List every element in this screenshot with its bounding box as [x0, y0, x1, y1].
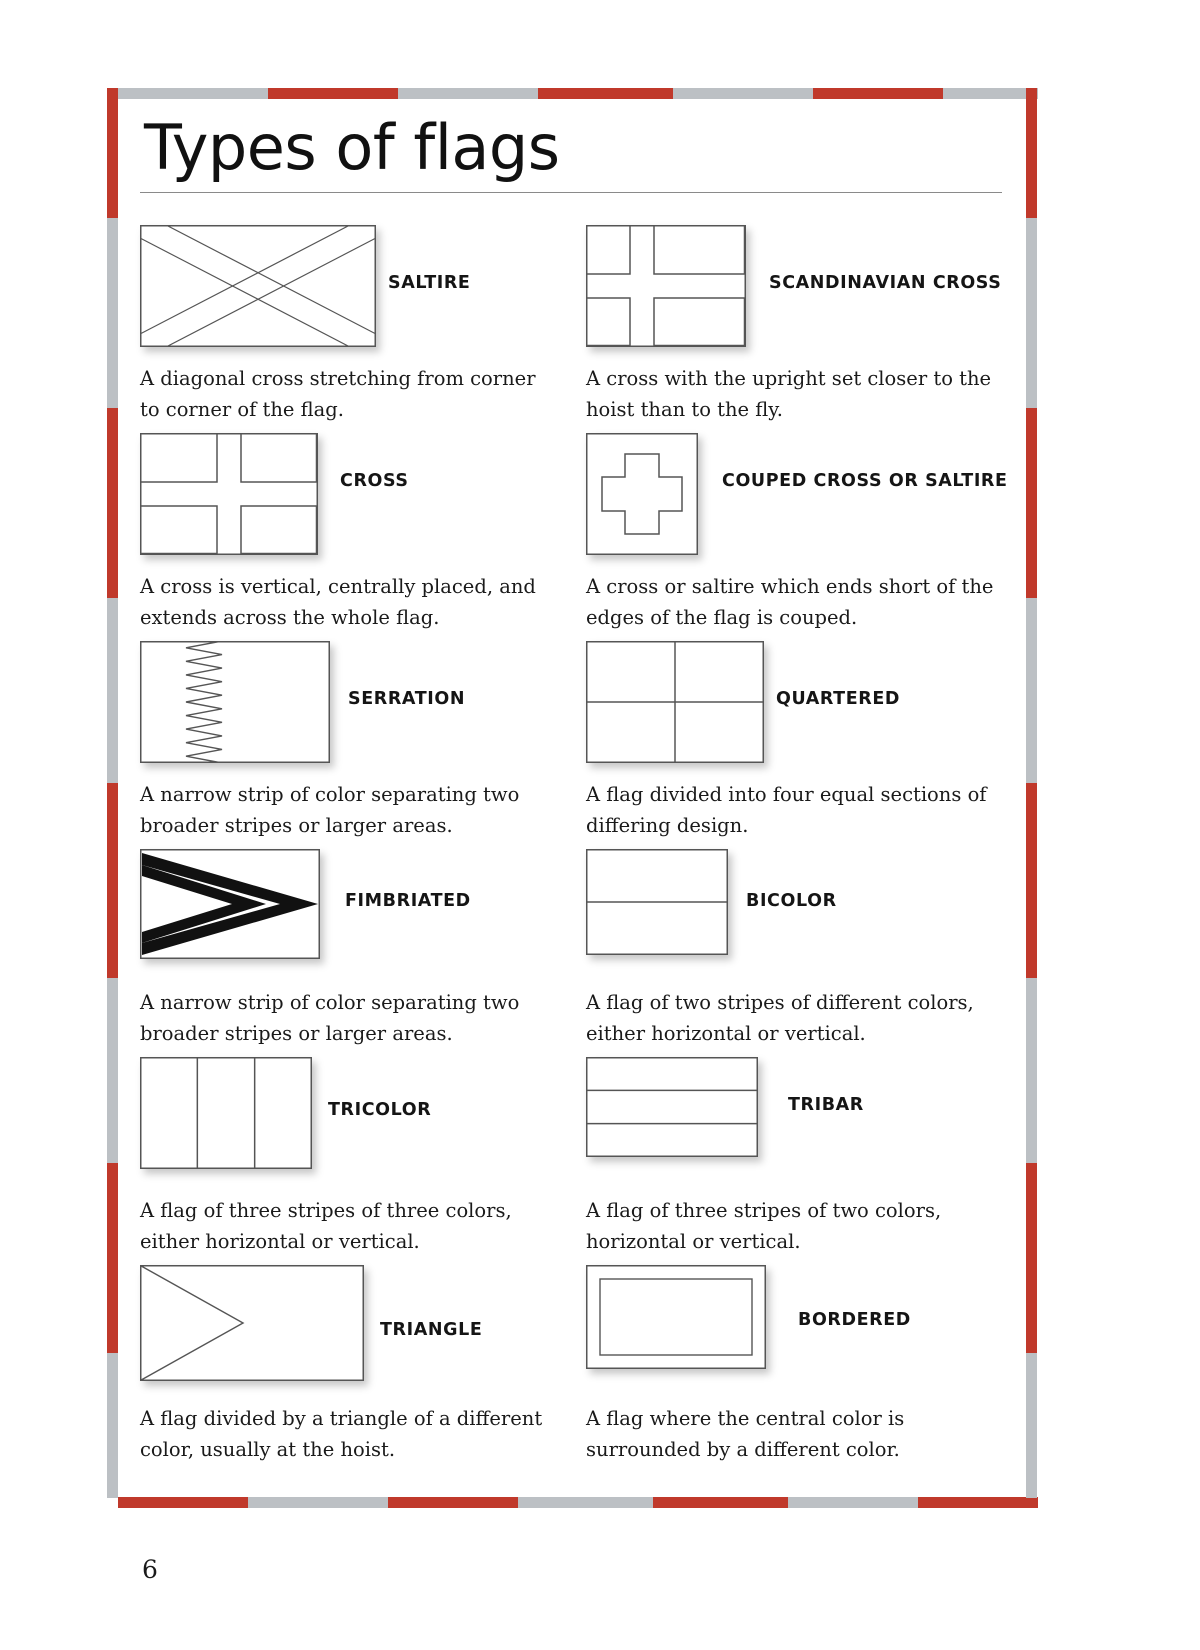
flag-type-entry [586, 433, 1016, 633]
flag-quartered-icon [586, 641, 764, 763]
flag-illustration-row [586, 849, 1016, 971]
flag-type-entry [586, 1057, 1016, 1257]
border-segment [1026, 978, 1037, 1163]
border-segment [538, 88, 673, 99]
flag-illustration-row [140, 1265, 570, 1387]
flag-type-entry [586, 1265, 1016, 1465]
border-segment [673, 88, 813, 99]
flag-type-label: CROSS [340, 471, 409, 491]
border-segment [107, 978, 118, 1163]
flag-type-entry [140, 225, 570, 425]
flag-illustration-row [140, 849, 570, 971]
flag-illustration-row [586, 1265, 1016, 1387]
border-segment [398, 88, 538, 99]
flag-illustration-row [586, 225, 1016, 347]
flag-illustration-row [140, 225, 570, 347]
flag-type-description: A cross or saltire which ends short of the edges of the flag is couped. [586, 575, 994, 629]
flag-type-label: BICOLOR [746, 891, 837, 911]
flag-tricolor-icon [140, 1057, 312, 1169]
flag-type-description: A flag of three stripes of two colors, horizontal or vertical. [586, 1199, 942, 1253]
border-segment [1026, 88, 1037, 218]
border-segment [118, 1497, 248, 1508]
flag-type-entry [586, 849, 1016, 1049]
border-segment [1026, 408, 1037, 598]
border-segment [1026, 598, 1037, 783]
flag-type-description: A flag of three stripes of three colors, either horizontal or vertical. [140, 1199, 512, 1253]
page-number: 6 [142, 1555, 158, 1584]
border-segment [248, 1497, 388, 1508]
flag-type-description: A flag divided into four equal sections of differing design. [586, 783, 987, 837]
title-block [140, 112, 1002, 193]
border-segment [107, 1163, 118, 1353]
flag-serration-icon [140, 641, 330, 763]
border-segment [918, 1497, 1038, 1508]
border-segment [1026, 1163, 1037, 1353]
flag-cross-icon [140, 433, 318, 555]
decorative-border-right [1026, 88, 1037, 1508]
border-segment [107, 218, 118, 408]
flag-illustration-row [586, 433, 1016, 555]
border-segment [1026, 218, 1037, 408]
flag-type-description: A narrow strip of color separating two broader stripes or larger areas. [140, 783, 520, 837]
border-segment [813, 88, 943, 99]
flag-couped-cross-icon [586, 433, 698, 555]
flag-type-label: BORDERED [798, 1310, 911, 1330]
flag-type-entry [140, 433, 570, 633]
flag-type-description: A diagonal cross stretching from corner to corner of the flag. [140, 367, 536, 421]
flag-illustration-row [586, 641, 1016, 763]
flag-type-entry [586, 641, 1016, 841]
flag-type-description: A cross is vertical, centrally placed, and extends across the whole flag. [140, 575, 536, 629]
flag-type-description: A flag of two stripes of different colors, either horizontal or vertical. [586, 991, 974, 1045]
flag-type-description: A flag where the central color is surrounded by a different color. [586, 1407, 905, 1461]
flag-type-description: A narrow strip of color separating two broader stripes or larger areas. [140, 991, 520, 1045]
border-segment [107, 783, 118, 978]
border-segment [943, 88, 1038, 99]
flag-type-label: SERRATION [348, 689, 466, 709]
border-segment [268, 88, 398, 99]
flag-bordered-icon [586, 1265, 766, 1369]
border-segment [518, 1497, 653, 1508]
flag-saltire-icon [140, 225, 376, 347]
flag-type-entry [140, 849, 570, 1049]
flag-type-label: SALTIRE [388, 273, 471, 293]
flag-illustration-row [140, 1057, 570, 1179]
flag-type-entry [140, 1057, 570, 1257]
flag-tribar-icon [586, 1057, 758, 1157]
flag-type-entry [140, 1265, 570, 1465]
border-segment [653, 1497, 788, 1508]
border-segment [388, 1497, 518, 1508]
border-segment [107, 88, 118, 218]
decorative-border-bottom [118, 1497, 1082, 1508]
flag-triangle-icon [140, 1265, 364, 1381]
title-divider [140, 192, 1002, 193]
flag-illustration-row [586, 1057, 1016, 1179]
flag-type-description: A flag divided by a triangle of a different color, usually at the hoist. [140, 1407, 543, 1461]
flag-type-label: FIMBRIATED [345, 891, 471, 911]
border-segment [107, 408, 118, 598]
border-segment [118, 88, 268, 99]
flag-scandinavian-cross-icon [586, 225, 746, 347]
flag-type-label: TRIBAR [788, 1095, 864, 1115]
flag-type-entry [140, 641, 570, 841]
border-segment [1026, 783, 1037, 978]
flag-illustration-row [140, 641, 570, 763]
flag-type-label: SCANDINAVIAN CROSS [769, 273, 1002, 293]
flag-type-description: A cross with the upright set closer to the hoist than to the fly. [586, 367, 992, 421]
decorative-border-left [107, 88, 118, 1508]
border-segment [107, 598, 118, 783]
decorative-border-top [118, 88, 1082, 99]
flag-type-label: TRIANGLE [380, 1320, 483, 1340]
flag-type-label: TRICOLOR [328, 1100, 432, 1120]
border-segment [107, 1353, 118, 1498]
border-segment [1026, 1353, 1037, 1498]
flag-type-label: COUPED CROSS OR SALTIRE [722, 471, 1008, 491]
flag-bicolor-icon [586, 849, 728, 955]
flag-illustration-row [140, 433, 570, 555]
flag-type-label: QUARTERED [776, 689, 901, 709]
page-title: Types of flags [144, 111, 560, 184]
border-segment [788, 1497, 918, 1508]
flag-fimbriated-icon [140, 849, 320, 959]
flag-type-entry [586, 225, 1016, 425]
